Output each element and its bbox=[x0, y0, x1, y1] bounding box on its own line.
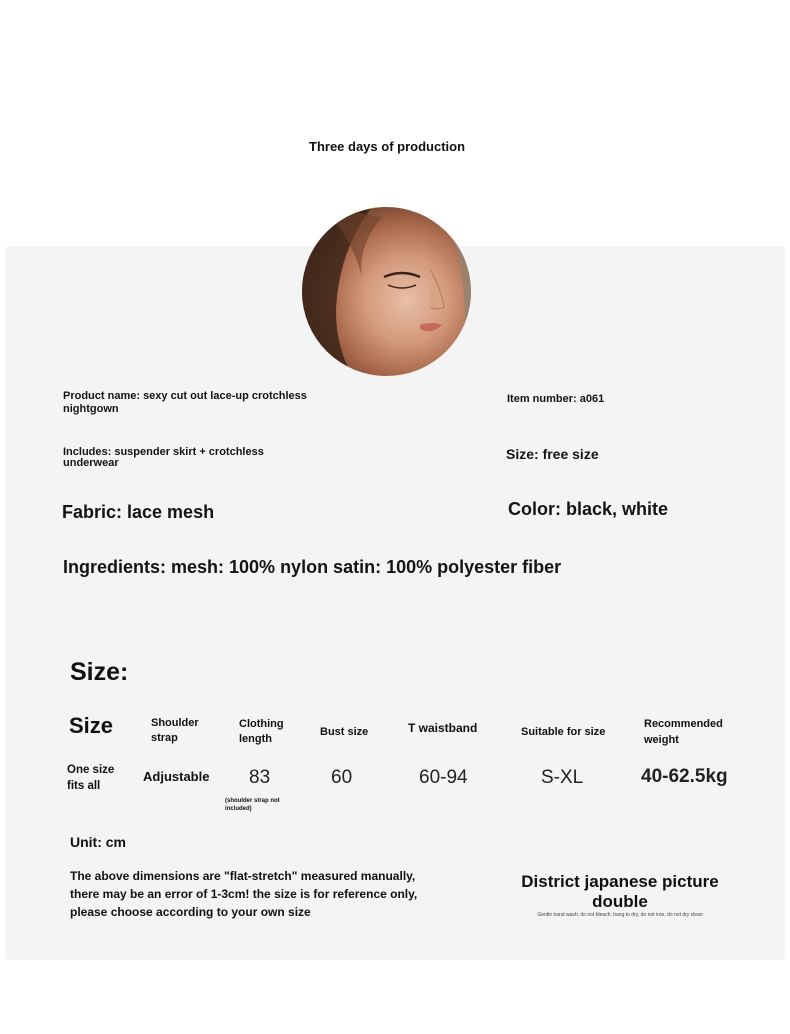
item-number: Item number: a061 bbox=[507, 393, 605, 405]
size-heading: Size: bbox=[70, 658, 129, 686]
header-shoulder-strap: Shoulder strap bbox=[151, 717, 199, 744]
measurement-disclaimer: The above dimensions are "flat-stretch" measured manually, there may be an error of 1-3cm! the size is for reference only, please choose according to your own size bbox=[70, 869, 418, 919]
unit-label: Unit: cm bbox=[70, 834, 126, 850]
production-notice: Three days of production bbox=[309, 139, 466, 154]
model-portrait-illustration bbox=[302, 207, 471, 376]
cell-shoulder-strap: Adjustable bbox=[143, 769, 210, 784]
cell-size: One size fits all bbox=[67, 764, 115, 792]
header-size: Size bbox=[69, 713, 114, 738]
header-suitable-size: Suitable for size bbox=[521, 726, 606, 738]
product-name: Product name: sexy cut out lace-up crotchless nightgown bbox=[63, 390, 307, 415]
cell-clothing-length: 83 bbox=[249, 767, 271, 788]
cell-suitable-size: S-XL bbox=[541, 767, 584, 788]
model-portrait bbox=[302, 207, 471, 376]
header-waistband: T waistband bbox=[408, 721, 478, 735]
cell-bust-size: 60 bbox=[331, 767, 353, 788]
care-instructions: Gentle hand wash, do not bleach, hang to dry, do not iron, do not dry clean bbox=[537, 912, 703, 918]
brand-title: District japanese picture double bbox=[521, 872, 719, 911]
size-info: Size: free size bbox=[506, 446, 599, 462]
header-bust-size: Bust size bbox=[320, 726, 369, 738]
color-info: Color: black, white bbox=[508, 499, 669, 519]
header-recommended-weight: Recommended weight bbox=[644, 718, 723, 746]
ingredients-info: Ingredients: mesh: 100% nylon satin: 100% polyester fiber bbox=[63, 557, 562, 577]
cell-clothing-note: (shoulder strap not included) bbox=[225, 798, 280, 812]
cell-waistband: 60-94 bbox=[419, 767, 468, 788]
header-clothing-length: Clothing length bbox=[239, 718, 284, 745]
includes-text: Includes: suspender skirt + crotchless underwear bbox=[63, 446, 264, 469]
cell-recommended-weight: 40-62.5kg bbox=[641, 766, 728, 787]
fabric-info: Fabric: lace mesh bbox=[62, 502, 215, 522]
